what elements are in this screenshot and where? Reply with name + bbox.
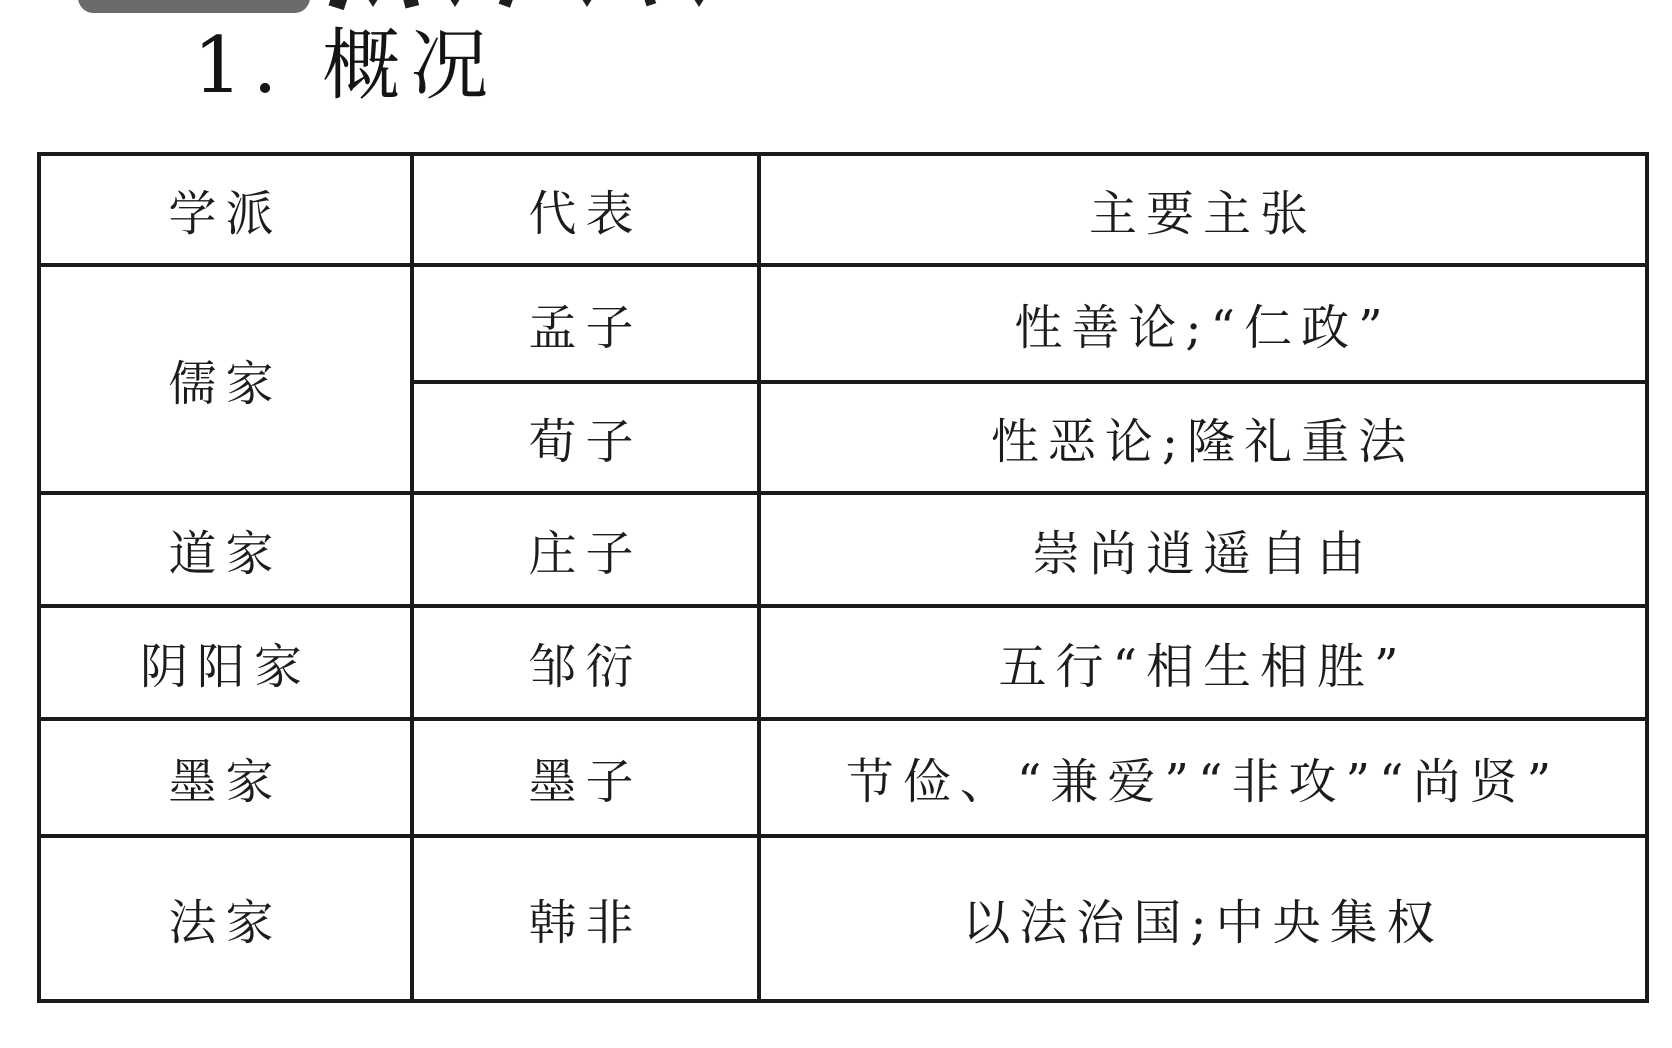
cell-school: 道家 (39, 493, 412, 606)
cell-school: 法家 (39, 836, 412, 1001)
cell-representative: 荀子 (412, 382, 759, 493)
cutoff-text-fragment (448, 0, 462, 7)
cell-main-ideas: 性善论;“仁政” (759, 265, 1647, 382)
cutoff-text-fragment (329, 0, 348, 10)
cutoff-text-fragment (580, 0, 594, 7)
header-school: 学派 (39, 154, 412, 265)
cell-main-ideas: 崇尚逍遥自由 (759, 493, 1647, 606)
cell-representative: 庄子 (412, 493, 759, 606)
cell-representative: 孟子 (412, 265, 759, 382)
table-row (39, 719, 1647, 836)
table-header-row (39, 154, 1647, 265)
cutoff-text-fragment (366, 0, 380, 7)
schools-overview-table (37, 152, 1649, 1003)
cutoff-text-fragment (403, 0, 419, 9)
cell-school: 阴阳家 (39, 606, 412, 719)
cell-main-ideas: 以法治国;中央集权 (759, 836, 1647, 1001)
header-representative: 代表 (412, 154, 759, 265)
cell-main-ideas: 五行“相生相胜” (759, 606, 1647, 719)
cell-school: 儒家 (39, 265, 412, 493)
table-row (39, 606, 1647, 719)
cutoff-text-fragment (644, 0, 656, 6)
cutoff-badge (78, 0, 310, 13)
cell-main-ideas: 节俭、“兼爱”“非攻”“尚贤” (759, 719, 1647, 836)
table-row (39, 265, 1647, 382)
table-row (39, 493, 1647, 606)
cutoff-text-fragment (692, 0, 706, 7)
cell-representative: 韩非 (412, 836, 759, 1001)
cell-representative: 邹衍 (412, 606, 759, 719)
section-heading: 1. 概况 (193, 21, 499, 111)
cell-school: 墨家 (39, 719, 412, 836)
cutoff-text-fragment (499, 0, 514, 8)
table-row (39, 836, 1647, 1001)
cell-main-ideas: 性恶论;隆礼重法 (759, 382, 1647, 493)
cell-representative: 墨子 (412, 719, 759, 836)
header-main-ideas: 主要主张 (759, 154, 1647, 265)
